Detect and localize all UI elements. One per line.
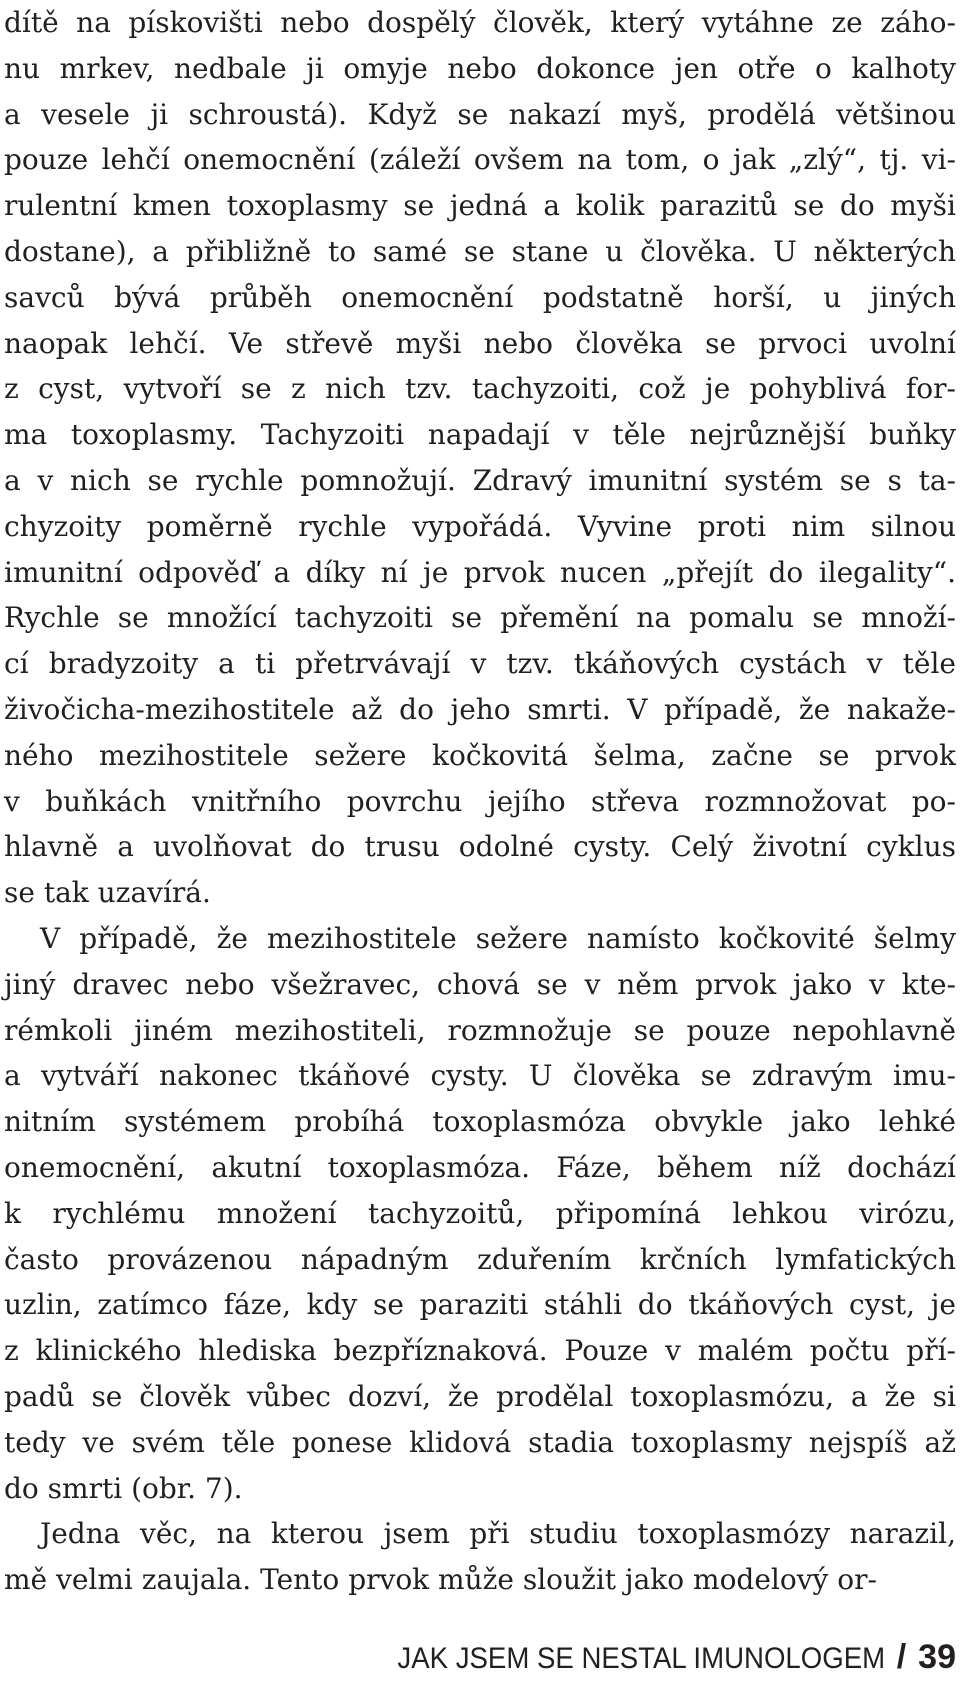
paragraph	[4, 1511, 956, 1603]
paragraph	[4, 0, 956, 916]
text-line: a vesele ji schroustá). Když se nakazí myš, prodělá většinou	[4, 97, 956, 131]
text-line: onemocnění, akutní toxoplasmóza. Fáze, během níž dochází	[4, 1150, 956, 1184]
text-line: Jedna věc, na kterou jsem při studiu toxoplasmózy narazil,	[40, 1517, 956, 1551]
text-line: pouze lehčí onemocnění (záleží ovšem na tom, o jak „zlý“, tj. vi-	[4, 143, 956, 177]
text-line: cí bradyzoity a ti přetrvávají v tzv. tkáňových cystách v těle	[4, 647, 956, 681]
text-line: z cyst, vytvoří se z nich tzv. tachyzoiti, což je pohyblivá for-	[4, 372, 956, 406]
text-line: v buňkách vnitřního povrchu jejího střeva rozmnožovat po-	[4, 784, 956, 818]
text-line: a vytváří nakonec tkáňové cysty. U člověka se zdravým imu-	[4, 1059, 956, 1093]
text-line: Rychle se množící tachyzoiti se přemění na pomalu se množí-	[4, 601, 956, 635]
page-footer	[355, 1638, 956, 1686]
text-line: k rychlému množení tachyzoitů, připomíná lehkou virózu,	[4, 1196, 956, 1230]
text-line: padů se člověk vůbec dozví, že prodělal toxoplasmózu, a že si	[4, 1379, 956, 1413]
text-line: imunitní odpověď a díky ní je prvok nucen „přejít do ilegality“.	[4, 555, 956, 589]
text-line: hlavně a uvolňovat do trusu odolné cysty. Celý životní cyklus	[4, 830, 956, 864]
text-line: V případě, že mezihostitele sežere namísto kočkovité šelmy	[40, 921, 956, 955]
text-line: tedy ve svém těle ponese klidová stadia toxoplasmy nejspíš až	[4, 1425, 956, 1459]
text-line: jiný dravec nebo všežravec, chová se v něm prvok jako v kte-	[4, 967, 956, 1001]
text-line: dostane), a přibližně to samé se stane u člověka. U některých	[4, 234, 956, 268]
text-line: rémkoli jiném mezihostiteli, rozmnožuje se pouze nepohlavně	[4, 1013, 956, 1047]
text-line: savců bývá průběh onemocnění podstatně horší, u jiných	[4, 280, 956, 314]
text-line: živočicha-mezihostitele až do jeho smrti. V případě, že nakaže-	[4, 692, 956, 726]
text-line: dítě na pískovišti nebo dospělý člověk, který vytáhne ze záho-	[4, 6, 956, 39]
text-line: ma toxoplasmy. Tachyzoiti napadají v těle nejrůznější buňky	[4, 418, 956, 452]
running-title: JAK JSEM SE NESTAL IMUNOLOGEM	[397, 1642, 885, 1675]
text-line: mě velmi zaujala. Tento prvok může sloužit jako modelový or-	[4, 1563, 877, 1597]
text-line: nitním systémem probíhá toxoplasmóza obvykle jako lehké	[4, 1105, 956, 1139]
text-line: se tak uzavírá.	[4, 876, 211, 910]
text-line: do smrti (obr. 7).	[4, 1471, 243, 1505]
body-text	[4, 0, 956, 1603]
text-line: rulentní kmen toxoplasmy se jedná a kolik parazitů se do myši	[4, 189, 956, 223]
text-line: naopak lehčí. Ve střevě myši nebo člověka se prvoci uvolní	[4, 326, 956, 360]
text-line: z klinického hlediska bezpříznaková. Pouze v malém počtu pří-	[4, 1334, 956, 1368]
text-line: a v nich se rychle pomnožují. Zdravý imunitní systém se s ta-	[4, 463, 956, 497]
text-line: uzlin, zatímco fáze, kdy se paraziti stáhli do tkáňových cyst, je	[4, 1288, 956, 1322]
text-line: často provázenou nápadným zduřením krčních lymfatických	[4, 1242, 956, 1276]
text-line: nu mrkev, nedbale ji omyje nebo dokonce jen otře o kalhoty	[4, 51, 956, 85]
paragraph	[4, 916, 956, 1511]
text-line: ného mezihostitele sežere kočkovitá šelma, začne se prvok	[4, 738, 956, 772]
page-number: 39	[918, 1638, 956, 1676]
text-line: chyzoity poměrně rychle vypořádá. Vyvine proti nim silnou	[4, 509, 956, 543]
footer-separator: /	[896, 1638, 907, 1676]
